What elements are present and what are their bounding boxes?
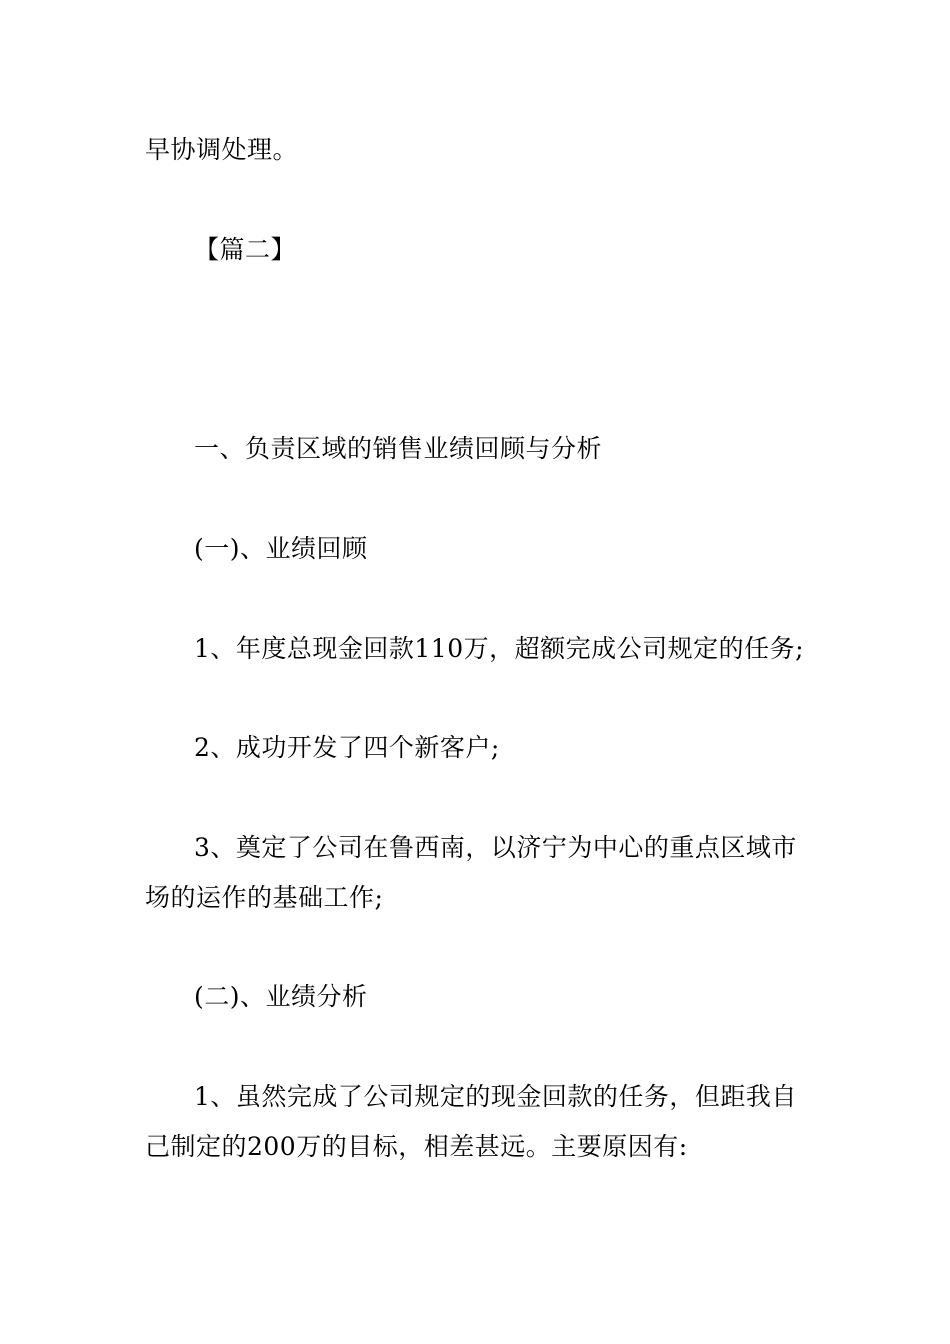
subheading-performance-review: (一)、业绩回顾	[194, 534, 368, 563]
review-item-3-line-1: 3、奠定了公司在鲁西南，以济宁为中心的重点区域市	[194, 833, 797, 862]
analysis-item-1-line-1: 1、虽然完成了公司规定的现金回款的任务，但距我自	[194, 1082, 797, 1111]
review-item-3-line-2: 场的运作的基础工作;	[145, 883, 384, 912]
subheading-performance-analysis: (二)、业绩分析	[194, 982, 368, 1011]
heading-sales-review: 一、负责区域的销售业绩回顾与分析	[194, 434, 603, 463]
section-heading: 【篇二】	[194, 235, 297, 264]
continuation-text: 早协调处理。	[145, 135, 299, 164]
review-item-2: 2、成功开发了四个新客户;	[194, 733, 500, 762]
analysis-item-1-line-2: 己制定的200万的目标，相差甚远。主要原因有:	[145, 1132, 688, 1161]
review-item-1: 1、年度总现金回款110万，超额完成公司规定的任务;	[194, 634, 805, 663]
